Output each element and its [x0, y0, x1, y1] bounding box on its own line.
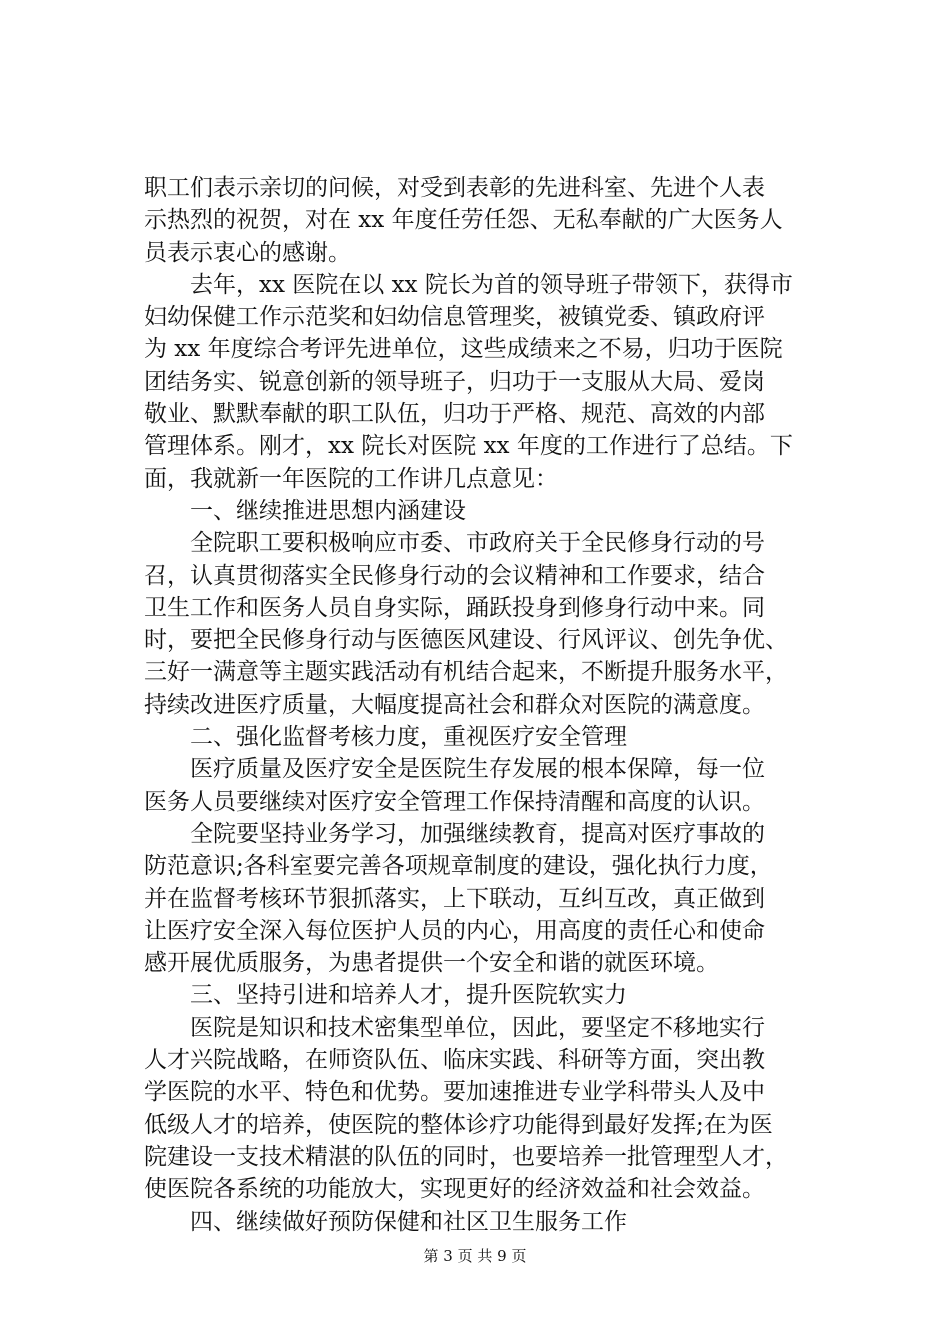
text-line: 让医疗安全深入每位医护人员的内心，用高度的责任心和使命	[144, 917, 765, 944]
text-line: 妇幼保健工作示范奖和妇幼信息管理奖，被镇党委、镇政府评	[144, 304, 765, 331]
text-line: 感开展优质服务，为患者提供一个安全和谐的就医环境。	[144, 950, 719, 977]
text-line: 使医院各系统的功能放大，实现更好的经济效益和社会效益。	[144, 1176, 765, 1203]
text-line: 医疗质量及医疗安全是医院生存发展的根本保障，每一位	[190, 756, 765, 783]
text-line: 召，认真贯彻落实全民修身行动的会议精神和工作要求，结合	[144, 562, 765, 589]
text-line: 人才兴院战略，在师资队伍、临床实践、科研等方面，突出教	[144, 1047, 765, 1074]
text-line: 三、坚持引进和培养人才，提升医院软实力	[190, 982, 627, 1009]
text-line: 职工们表示亲切的问候，对受到表彰的先进科室、先进个人表	[144, 175, 765, 201]
text-line: 面，我就新一年医院的工作讲几点意见：	[144, 465, 558, 492]
text-line: 低级人才的培养，使医院的整体诊疗功能得到最好发挥;在为医	[144, 1111, 773, 1138]
text-line: 二、强化监督考核力度，重视医疗安全管理	[190, 724, 627, 751]
text-line: 院建设一支技术精湛的队伍的同时，也要培养一批管理型人才，	[144, 1143, 788, 1170]
text-line: 四、继续做好预防保健和社区卫生服务工作	[190, 1208, 627, 1235]
text-line: 一、继续推进思想内涵建设	[190, 497, 466, 524]
text-line: 全院要坚持业务学习，加强继续教育，提高对医疗事故的	[190, 820, 765, 847]
text-line: 学医院的水平、特色和优势。要加速推进专业学科带头人及中	[144, 1079, 765, 1106]
text-line: 为 xx 年度综合考评先进单位，这些成绩来之不易，归功于医院	[144, 336, 783, 363]
page-footer: 第 3 页 共 9 页	[423, 1247, 527, 1265]
text-line: 防范意识;各科室要完善各项规章制度的建设，强化执行力度，	[144, 853, 773, 880]
text-line: 持续改进医疗质量，大幅度提高社会和群众对医院的满意度。	[144, 691, 765, 718]
text-line: 时，要把全民修身行动与医德医风建设、行风评议、创先争优、	[144, 627, 788, 654]
text-line: 敬业、默默奉献的职工队伍，归功于严格、规范、高效的内部	[144, 401, 765, 428]
document-body	[144, 172, 824, 1238]
text-line: 去年，xx 医院在以 xx 院长为首的领导班子带领下，获得市	[190, 271, 793, 298]
text-line: 卫生工作和医务人员自身实际，踊跃投身到修身行动中来。同	[144, 594, 765, 621]
text-line: 示热烈的祝贺，对在 xx 年度任劳任怨、无私奉献的广大医务人	[144, 207, 783, 234]
text-line: 团结务实、锐意创新的领导班子，归功于一支服从大局、爱岗	[144, 368, 765, 395]
text-line: 并在监督考核环节狠抓落实，上下联动，互纠互改，真正做到	[144, 885, 765, 912]
text-line: 管理体系。刚才，xx 院长对医院 xx 年度的工作进行了总结。下	[144, 433, 793, 460]
text-line: 三好一满意等主题实践活动有机结合起来，不断提升服务水平，	[144, 659, 788, 686]
text-line: 全院职工要积极响应市委、市政府关于全民修身行动的号	[190, 530, 765, 557]
text-line: 医院是知识和技术密集型单位，因此，要坚定不移地实行	[190, 1014, 765, 1041]
text-line: 员表示衷心的感谢。	[144, 239, 351, 266]
text-line: 医务人员要继续对医疗安全管理工作保持清醒和高度的认识。	[144, 788, 765, 815]
